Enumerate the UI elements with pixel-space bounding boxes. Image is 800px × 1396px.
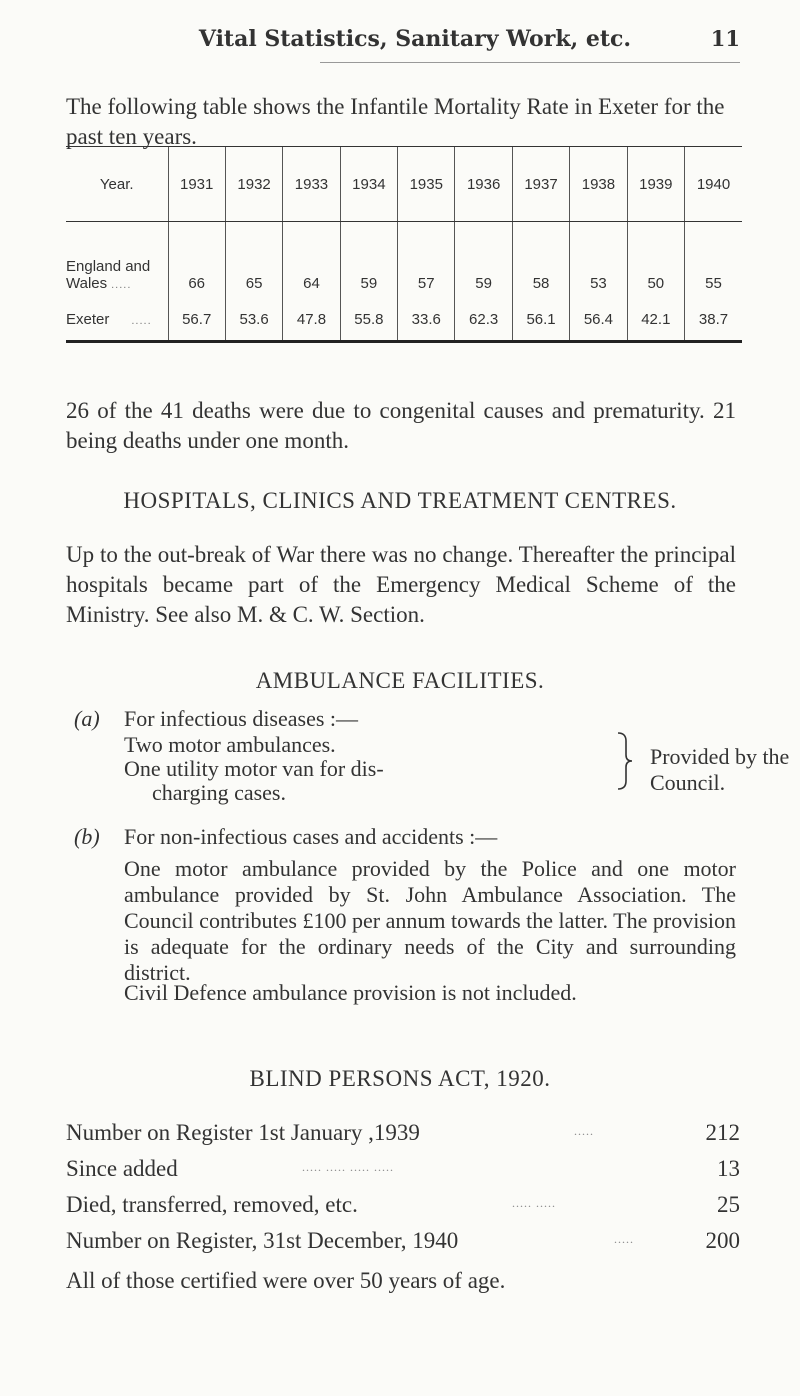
table-cell: 56.4	[570, 298, 627, 342]
row-label-exeter: Exeter .....	[66, 298, 168, 342]
ambulance-heading: AMBULANCE FACILITIES.	[255, 668, 545, 693]
item-b-label: (b)	[74, 824, 100, 849]
table-cell: 55	[685, 222, 742, 299]
row-label-england-wales: England and Wales .....	[66, 258, 151, 292]
year-cell: 1937	[512, 147, 569, 222]
running-header	[120, 26, 740, 66]
register-row: Number on Register, 31st December, 1940 ..... 200	[66, 1228, 740, 1253]
table-cell: 59	[455, 222, 512, 299]
ambulance-item: One utility motor van for dis-	[124, 756, 384, 781]
table-row	[66, 298, 742, 342]
header-title: Vital Statistics, Sanitary Work, etc.	[198, 26, 632, 52]
year-cell: 1936	[455, 147, 512, 222]
year-cell: 1932	[225, 147, 282, 222]
table-cell: 47.8	[283, 298, 340, 342]
deaths-note: 26 of the 41 deaths were due to congenital causes and prematurity. 21 being deaths under one month.	[66, 398, 736, 453]
year-cell: 1938	[570, 147, 627, 222]
table-header-row	[66, 147, 742, 222]
provided-by-council: Provided by the Council.	[650, 744, 790, 795]
table-row	[66, 222, 742, 299]
table-cell: 66	[168, 222, 225, 299]
civil-defence-note: Civil Defence ambulance provision is not included.	[124, 980, 577, 1005]
table-cell: 53.6	[225, 298, 282, 342]
table-cell: 65	[225, 222, 282, 299]
table-cell: 56.7	[168, 298, 225, 342]
header-rule	[320, 62, 740, 63]
year-cell: 1935	[398, 147, 455, 222]
hospitals-paragraph: Up to the out-break of War there was no change. Thereafter the principal hospitals became part of the Emergency Medical Scheme of the Ministry. See also M. & C. W. Section.	[66, 542, 736, 627]
item-a-text: For infectious diseases :—	[124, 706, 359, 731]
year-cell: 1934	[340, 147, 397, 222]
item-b-paragraph: One motor ambulance provided by the Police and one motor ambulance provided by St. John Ambulance Association. The Council contributes £100 per annum towards the latter. The provision is adequate for the ordinary needs of the City and surrounding district.	[124, 856, 736, 985]
year-header: Year.	[66, 147, 168, 222]
intro-paragraph: The following table shows the Infantile Mortality Rate in Exeter for the past ten years.	[66, 94, 725, 149]
infant-mortality-table	[66, 146, 742, 343]
table-cell: 42.1	[627, 298, 684, 342]
table-cell: 57	[398, 222, 455, 299]
table-cell: 33.6	[398, 298, 455, 342]
year-cell: 1940	[685, 147, 742, 222]
table-cell: 53	[570, 222, 627, 299]
register-row: Number on Register 1st January ,1939 ..... 212	[66, 1120, 740, 1145]
table-cell: 58	[512, 222, 569, 299]
table-cell: 38.7	[685, 298, 742, 342]
year-cell: 1939	[627, 147, 684, 222]
item-b-text: For non-infectious cases and accidents :—	[124, 824, 498, 849]
hospitals-heading: HOSPITALS, CLINICS AND TREATMENT CENTRES.	[123, 488, 677, 513]
right-brace-icon	[616, 731, 634, 791]
table-cell: 59	[340, 222, 397, 299]
register-row: Died, transferred, removed, etc. ..... ..... 25	[66, 1192, 740, 1217]
year-cell: 1931	[168, 147, 225, 222]
table-cell: 56.1	[512, 298, 569, 342]
table-cell: 50	[627, 222, 684, 299]
blind-heading: BLIND PERSONS ACT, 1920.	[249, 1066, 551, 1091]
table-cell: 62.3	[455, 298, 512, 342]
year-cell: 1933	[283, 147, 340, 222]
table-cell: 64	[283, 222, 340, 299]
register-row: Since added ..... ..... ..... ..... 13	[66, 1156, 740, 1181]
blind-footer: All of those certified were over 50 years of age.	[66, 1268, 506, 1293]
ambulance-item: charging cases.	[152, 780, 286, 805]
item-a-label: (a)	[74, 706, 100, 731]
page-number: 11	[710, 26, 740, 51]
table-cell: 55.8	[340, 298, 397, 342]
ambulance-item: Two motor ambulances.	[124, 732, 336, 757]
